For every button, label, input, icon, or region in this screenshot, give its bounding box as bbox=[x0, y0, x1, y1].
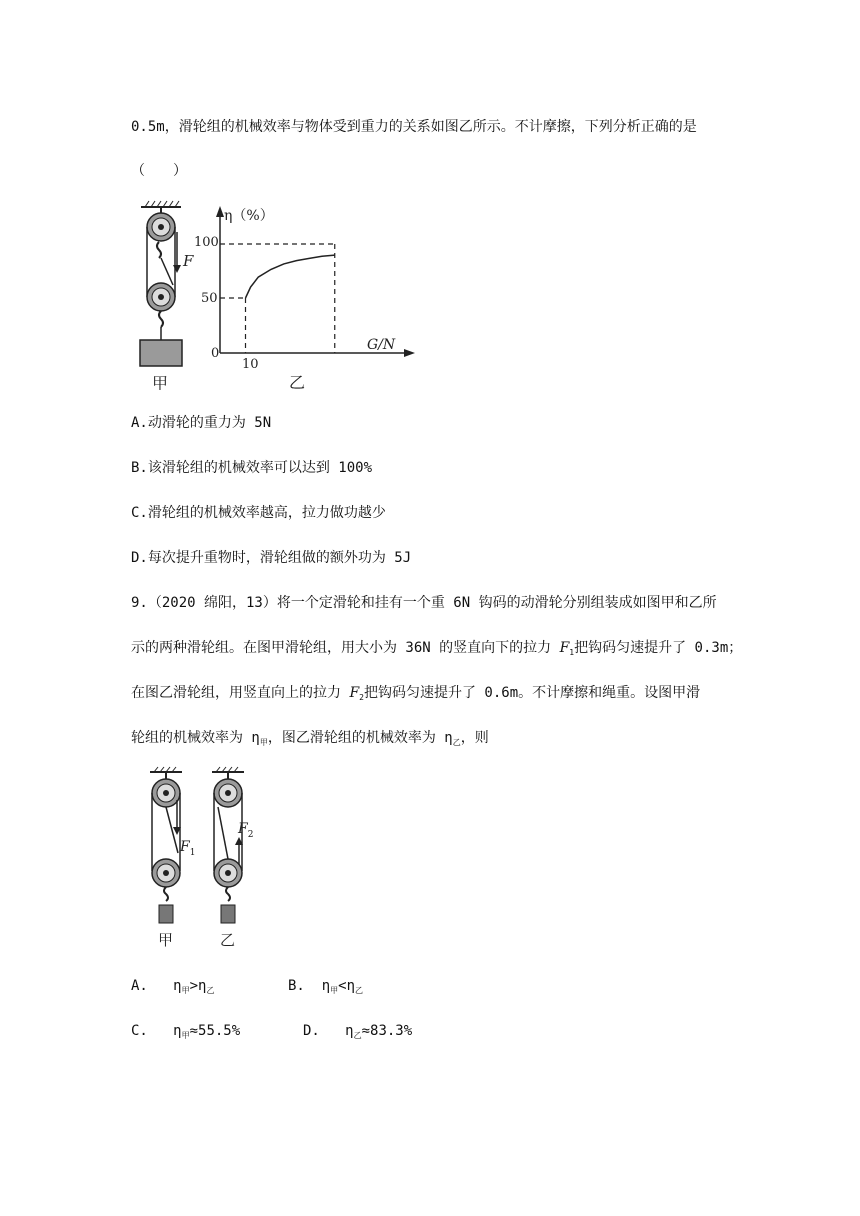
label-jia-2: 甲 bbox=[158, 931, 174, 949]
q9-option-b bbox=[288, 977, 363, 1000]
efficiency-curve bbox=[246, 255, 335, 298]
q9-line4-part-a: 轮组的机械效率为 η bbox=[131, 730, 260, 746]
f2-letter: F bbox=[238, 821, 248, 837]
option-d-sub: 乙 bbox=[353, 1031, 362, 1040]
y-tick-100: 100 bbox=[194, 235, 219, 250]
f1-index: 1 bbox=[189, 848, 196, 858]
f2-symbol: F bbox=[349, 685, 360, 701]
y-tick-50: 50 bbox=[201, 291, 218, 306]
option-a-sub-left: 甲 bbox=[181, 986, 190, 995]
q9-line3-part-b: 把钩码匀速提升了 0.6m。不计摩擦和绳重。设图甲滑 bbox=[363, 685, 701, 701]
q9-stem-line-4 bbox=[131, 729, 489, 752]
q9-stem-line-2 bbox=[131, 639, 742, 662]
q9-figure bbox=[140, 765, 270, 950]
option-b-eta-right: η bbox=[346, 978, 356, 994]
f2-subscript: 2 bbox=[359, 693, 364, 702]
q8-stem-line: 0.5m，滑轮组的机械效率与物体受到重力的关系如图乙所示。不计摩擦，下列分析正确的是 bbox=[131, 119, 697, 135]
option-a-letter: A. bbox=[131, 978, 148, 994]
option-c-letter: C. bbox=[131, 1023, 148, 1039]
pulley-system-yi bbox=[212, 767, 253, 949]
label-yi-2: 乙 bbox=[220, 931, 236, 949]
q9-option-d bbox=[303, 1022, 412, 1045]
eta-yi-subscript: 乙 bbox=[452, 738, 461, 747]
q8-option-a: A.动滑轮的重力为 5N bbox=[131, 415, 272, 431]
q9-line3-part-a: 在图乙滑轮组，用竖直向上的拉力 bbox=[131, 685, 350, 701]
f1-letter: F bbox=[180, 839, 190, 855]
efficiency-chart bbox=[194, 206, 415, 390]
q8-figure bbox=[131, 190, 431, 390]
option-a-eta-right: η bbox=[198, 978, 207, 994]
option-c-value: ≈55.5% bbox=[189, 1023, 241, 1039]
f1-subscript: 1 bbox=[569, 648, 575, 657]
x-axis-label: G/N bbox=[367, 337, 396, 353]
q9-option-c bbox=[131, 1023, 240, 1039]
f1-symbol: F bbox=[559, 640, 570, 656]
weight-block bbox=[140, 340, 182, 366]
q8-option-d: D.每次提升重物时，滑轮组做的额外功为 5J bbox=[131, 550, 412, 566]
q9-line2-part-b: 把钩码匀速提升了 0.3m； bbox=[574, 640, 743, 656]
y-axis-label: η（%） bbox=[224, 208, 274, 224]
q8-answer-bracket: （ ） bbox=[131, 163, 187, 179]
x-tick-10: 10 bbox=[242, 357, 259, 372]
f1-label bbox=[179, 839, 195, 858]
q9-stem-line-1: 9.（2020 绵阳，13）将一个定滑轮和挂有一个重 6N 钩码的动滑轮分别组装成如图甲和乙所 bbox=[131, 595, 717, 611]
fixed-pulley bbox=[147, 207, 175, 241]
force-label: F bbox=[183, 252, 194, 270]
origin-label: 0 bbox=[211, 346, 220, 361]
option-b-eta: η bbox=[321, 978, 331, 994]
option-d-eta: η bbox=[345, 1023, 354, 1039]
option-b-sub-left: 甲 bbox=[330, 986, 339, 995]
option-a-eta: η bbox=[173, 978, 182, 994]
q9-options-row-1 bbox=[131, 977, 364, 1000]
pulley-system-jia bbox=[150, 767, 195, 949]
option-b-op: < bbox=[338, 978, 347, 994]
q8-option-c: C.滑轮组的机械效率越高，拉力做功越少 bbox=[131, 505, 386, 521]
eta-jia-subscript: 甲 bbox=[259, 738, 268, 747]
option-a-op: > bbox=[189, 978, 199, 994]
label-jia: 甲 bbox=[152, 374, 169, 390]
q9-line4-part-c: ，则 bbox=[460, 730, 489, 746]
q8-option-b: B.该滑轮组的机械效率可以达到 100% bbox=[131, 460, 373, 476]
q9-line4-part-b: ，图乙滑轮组的机械效率为 η bbox=[267, 730, 453, 746]
option-b-letter: B. bbox=[288, 978, 305, 994]
option-c-sub: 甲 bbox=[181, 1031, 190, 1040]
option-d-value: ≈83.3% bbox=[361, 1023, 413, 1039]
option-a-sub-right: 乙 bbox=[206, 986, 215, 995]
option-c-eta: η bbox=[173, 1023, 182, 1039]
f2-label bbox=[237, 821, 253, 840]
ceiling bbox=[141, 201, 181, 207]
q9-option-a bbox=[131, 978, 214, 994]
f2-index: 2 bbox=[247, 830, 254, 840]
option-d-letter: D. bbox=[303, 1023, 320, 1039]
movable-pulley bbox=[147, 283, 175, 311]
option-b-sub-right: 乙 bbox=[355, 986, 364, 995]
q9-options-row-2 bbox=[131, 1022, 413, 1045]
chart-guides bbox=[220, 244, 335, 353]
q9-stem-line-3 bbox=[131, 684, 700, 707]
label-yi: 乙 bbox=[289, 373, 306, 390]
q9-line2-part-a: 示的两种滑轮组。在图甲滑轮组，用大小为 36N 的竖直向下的拉力 bbox=[131, 640, 560, 656]
